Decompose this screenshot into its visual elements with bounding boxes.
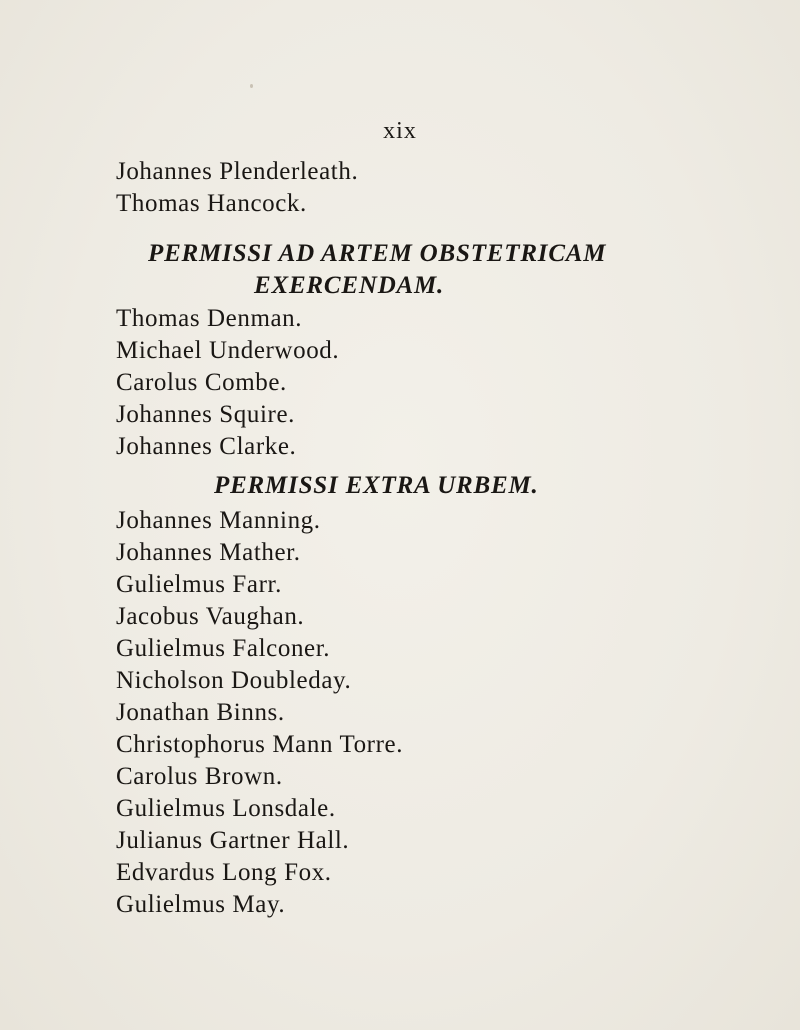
- name-entry: Thomas Denman.: [116, 305, 303, 332]
- name-entry: Christophorus Mann Torre.: [116, 731, 404, 758]
- name-entry: Gulielmus Farr.: [116, 571, 282, 598]
- name-entry: Johannes Plenderleath.: [116, 158, 359, 185]
- name-entry: Johannes Clarke.: [116, 433, 297, 460]
- section-heading: PERMISSI EXTRA URBEM.: [214, 472, 539, 499]
- page-number: xix: [383, 118, 417, 144]
- name-entry: Johannes Mather.: [116, 539, 301, 566]
- name-entry: Gulielmus Lonsdale.: [116, 795, 336, 822]
- name-entry: Carolus Brown.: [116, 763, 283, 790]
- name-entry: Carolus Combe.: [116, 369, 287, 396]
- name-entry: Jacobus Vaughan.: [116, 603, 305, 630]
- name-entry: Thomas Hancock.: [116, 190, 307, 217]
- name-entry: Edvardus Long Fox.: [116, 859, 332, 886]
- name-entry: Nicholson Doubleday.: [116, 667, 352, 694]
- name-entry: Michael Underwood.: [116, 337, 340, 364]
- name-entry: Gulielmus May.: [116, 891, 286, 918]
- name-entry: Johannes Manning.: [116, 507, 321, 534]
- name-entry: Jonathan Binns.: [116, 699, 285, 726]
- paper-speck: [250, 84, 253, 88]
- name-entry: Johannes Squire.: [116, 401, 296, 428]
- section-heading: PERMISSI AD ARTEM OBSTETRICAM: [148, 240, 607, 267]
- name-entry: Julianus Gartner Hall.: [116, 827, 350, 854]
- section-heading-continued: EXERCENDAM.: [254, 272, 445, 299]
- name-entry: Gulielmus Falconer.: [116, 635, 331, 662]
